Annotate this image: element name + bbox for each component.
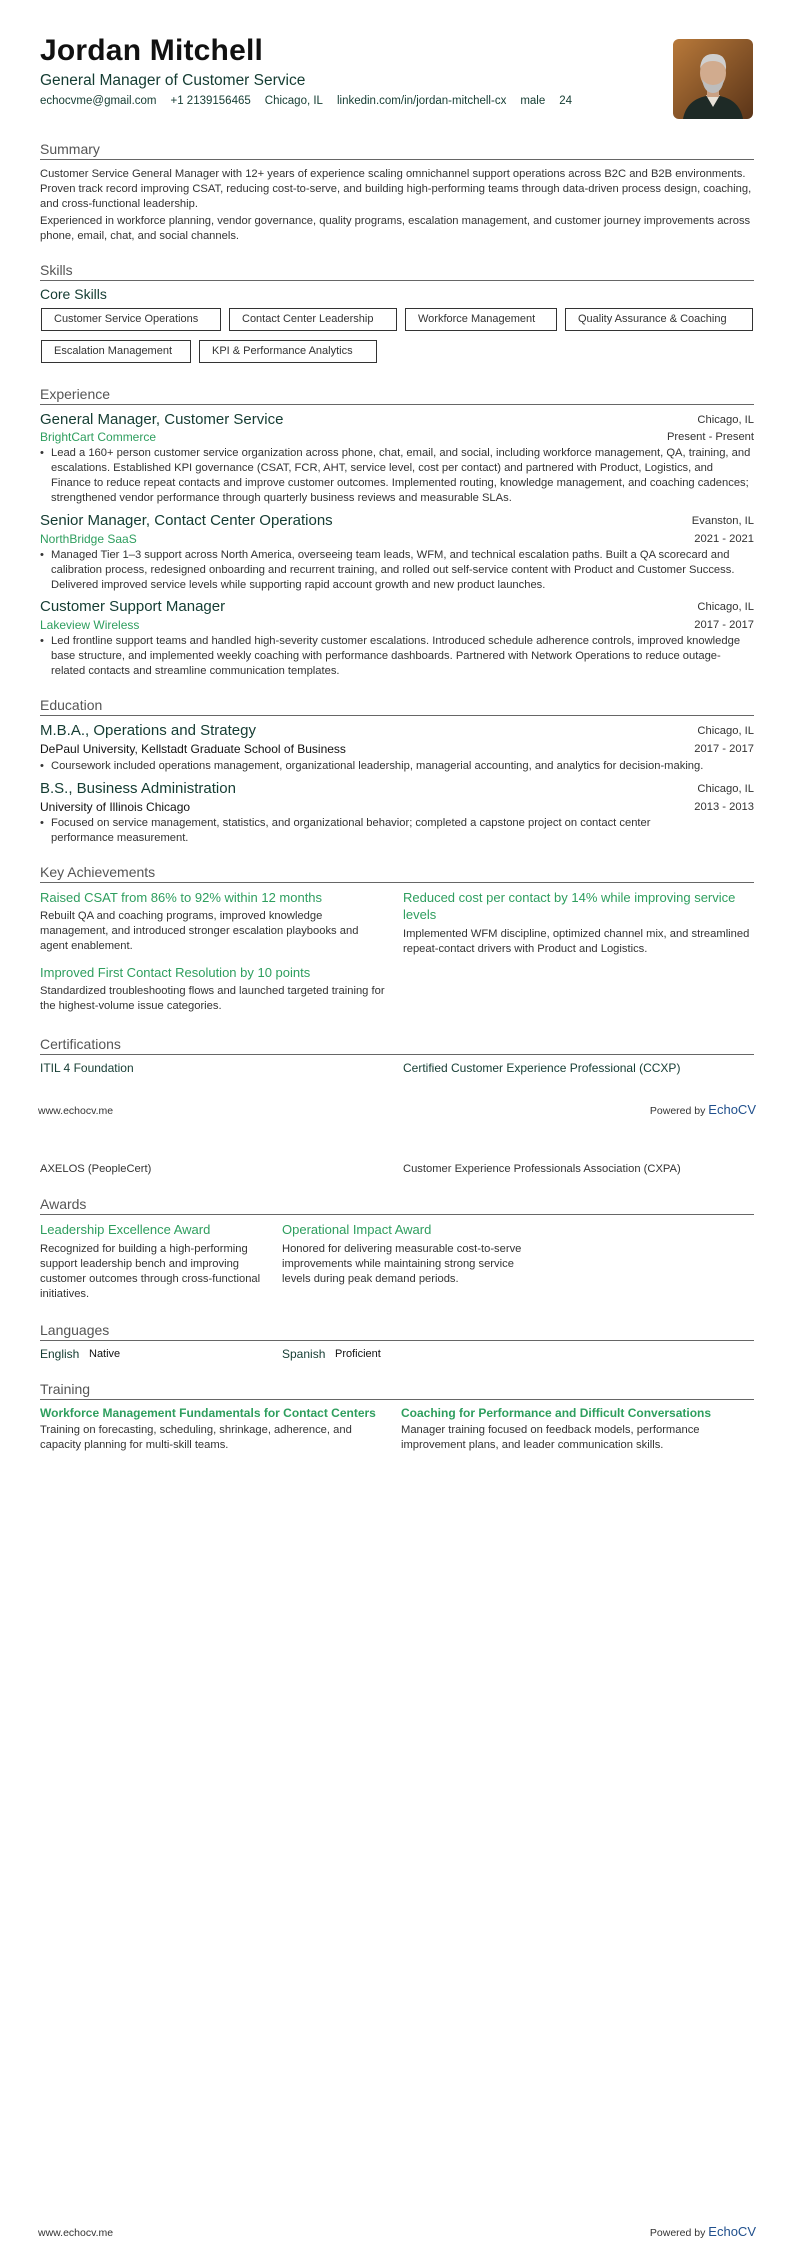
job-bullet: • Lead a 160+ person customer service organization across phone, chat, email, and social, including workforce management, QA, training, and escalations. Established KPI governance (CSAT, FCR, AHT, service level, cost per contact) and partnered with Product, Logistics, and Finance to reduce repeat contacts and improve customer outcomes. Implemented routing, knowledge management, and coaching cadences; strengthened vendor performance through quarterly business reviews and measurable SLAs. (40, 446, 754, 506)
skill-chip: Customer Service Operations (41, 308, 221, 331)
section-title-awards: Awards (40, 1196, 87, 1212)
award-title: Operational Impact Award (282, 1222, 432, 1237)
job-company: NorthBridge SaaS (40, 532, 137, 546)
divider (40, 280, 754, 281)
contact-linkedin[interactable]: linkedin.com/in/jordan-mitchell-cx (336, 95, 507, 107)
section-title-experience: Experience (40, 386, 111, 402)
education-school: DePaul University, Kellstadt Graduate School of Business (40, 742, 346, 756)
skill-chip: Contact Center Leadership (229, 308, 397, 331)
job-dates: Present - Present (666, 431, 754, 443)
candidate-name: Jordan Mitchell (40, 34, 264, 67)
training-description: Manager training focused on feedback models, performance improvement plans, and leader communication skills. (401, 1424, 700, 1451)
divider (40, 715, 754, 716)
achievement-title: Reduced cost per contact by 14% while improving service levels (403, 890, 736, 922)
achievement-description: Standardized troubleshooting flows and launched targeted training for the highest-volume issue categories. (40, 985, 385, 1012)
summary-paragraph-1: Customer Service General Manager with 12+ years of experience scaling omnichannel support operations across B2C and B2B environments. Proven track record improving CSAT, reducing cost-to-serve, and building high-performing teams through data-driven process design, coaching, and cross-functional leadership. (40, 168, 752, 210)
award-description: Recognized for building a high-performing support leadership bench and improving customer outcomes through cross-functional initiatives. (40, 1243, 261, 1300)
footer-website[interactable]: www.echocv.me (38, 2227, 114, 2239)
contact-age: 24 (559, 95, 573, 107)
contact-line (40, 95, 572, 107)
education-location: Chicago, IL (697, 783, 754, 795)
candidate-headline: General Manager of Customer Service (40, 72, 306, 89)
section-title-summary: Summary (40, 141, 100, 157)
skills-group-title: Core Skills (40, 286, 107, 302)
footer-powered-label: Powered by (649, 2227, 706, 2239)
certification-issuer: Customer Experience Professionals Association (CXPA) (403, 1163, 681, 1175)
education-degree: B.S., Business Administration (40, 780, 236, 797)
certification-issuer: AXELOS (PeopleCert) (40, 1163, 152, 1175)
job-dates: 2017 - 2017 (694, 619, 754, 631)
section-title-certifications: Certifications (40, 1036, 121, 1052)
training-title: Workforce Management Fundamentals for Contact Centers (40, 1406, 376, 1420)
section-title-training: Training (40, 1381, 91, 1397)
section-title-achievements: Key Achievements (40, 864, 156, 880)
job-title: General Manager, Customer Service (40, 411, 284, 428)
job-company: BrightCart Commerce (40, 430, 157, 444)
education-dates: 2017 - 2017 (694, 743, 754, 755)
footer-powered-label: Powered by (649, 1105, 706, 1117)
job-dates: 2021 - 2021 (694, 533, 754, 545)
certification-name: Certified Customer Experience Professional (CCXP) (403, 1061, 681, 1075)
education-dates: 2013 - 2013 (694, 801, 754, 813)
skill-chip: KPI & Performance Analytics (199, 340, 377, 363)
job-bullet: • Managed Tier 1–3 support across North America, overseeing team leads, WFM, and technical escalation paths. Built a QA scorecard and calibration process, redesigned onboarding and recurrent training, and rolled out self-service content with Product and Customer Success. Delivered improved service levels while supporting rapid account growth and new product launches. (40, 548, 754, 593)
section-title-skills: Skills (40, 262, 73, 278)
divider (40, 159, 754, 160)
job-title: Customer Support Manager (40, 598, 226, 615)
achievement-title: Raised CSAT from 86% to 92% within 12 months (40, 890, 323, 905)
job-location: Chicago, IL (697, 601, 754, 613)
divider (40, 1054, 754, 1055)
section-title-languages: Languages (40, 1322, 110, 1338)
skill-chip: Quality Assurance & Coaching (565, 308, 753, 331)
footer-powered-by (650, 1102, 756, 1117)
footer-powered-by (650, 2224, 756, 2239)
training-title: Coaching for Performance and Difficult Conversations (401, 1406, 712, 1420)
profile-photo (673, 39, 753, 119)
contact-phone[interactable]: +1 2139156465 (170, 95, 251, 107)
job-bullet: • Led frontline support teams and handled high-severity customer escalations. Introduced schedule adherence controls, improved knowledge base structure, and implemented weekly coaching with performance dashboards. Partnered with Network Operations to reduce outage-related contacts and streamline communication templates. (40, 634, 754, 679)
language-level: Proficient (335, 1348, 381, 1360)
achievement-description: Implemented WFM discipline, optimized channel mix, and streamlined repeat-contact drivers with Product and Logistics. (403, 928, 750, 955)
training-description: Training on forecasting, scheduling, shrinkage, adherence, and capacity planning for multi-skill teams. (40, 1424, 352, 1451)
education-bullet: • Coursework included operations management, organizational leadership, managerial accounting, and analytics for decision-making. (40, 759, 754, 774)
education-school: University of Illinois Chicago (40, 800, 191, 814)
language-name: Spanish (282, 1347, 326, 1361)
education-bullet: • Focused on service management, statistics, and organizational behavior; completed a capstone project on contact center performance measurement. (40, 816, 700, 846)
summary-paragraph-2: Experienced in workforce planning, vendor governance, quality programs, escalation management, and customer journey improvements across phone, email, chat, and social channels. (40, 215, 751, 242)
certification-name: ITIL 4 Foundation (40, 1061, 134, 1075)
job-location: Evanston, IL (691, 515, 754, 527)
language-level: Native (89, 1348, 121, 1360)
job-title: Senior Manager, Contact Center Operations (40, 512, 333, 529)
language-name: English (40, 1347, 80, 1361)
education-location: Chicago, IL (697, 725, 754, 737)
achievement-description: Rebuilt QA and coaching programs, improved knowledge management, and introduced stronger escalation playbooks and agent enablement. (40, 910, 359, 952)
award-description: Honored for delivering measurable cost-to-serve improvements while maintaining strong service levels during peak demand periods. (282, 1243, 522, 1285)
divider (40, 1399, 754, 1400)
divider (40, 882, 754, 883)
divider (40, 404, 754, 405)
skill-chip: Workforce Management (405, 308, 557, 331)
award-title: Leadership Excellence Award (40, 1222, 211, 1237)
contact-gender: male (520, 95, 546, 107)
job-location: Chicago, IL (697, 414, 754, 426)
skill-chip: Escalation Management (41, 340, 191, 363)
divider (40, 1214, 754, 1215)
divider (40, 1340, 754, 1341)
contact-email[interactable]: echocvme@gmail.com (40, 95, 157, 107)
footer-website[interactable]: www.echocv.me (38, 1105, 114, 1117)
job-company: Lakeview Wireless (40, 618, 140, 632)
footer-brand[interactable]: EchoCV (708, 1102, 756, 1117)
footer-brand[interactable]: EchoCV (708, 2224, 756, 2239)
education-degree: M.B.A., Operations and Strategy (40, 722, 256, 739)
contact-location: Chicago, IL (264, 95, 323, 107)
section-title-education: Education (40, 697, 103, 713)
achievement-title: Improved First Contact Resolution by 10 points (40, 965, 311, 980)
